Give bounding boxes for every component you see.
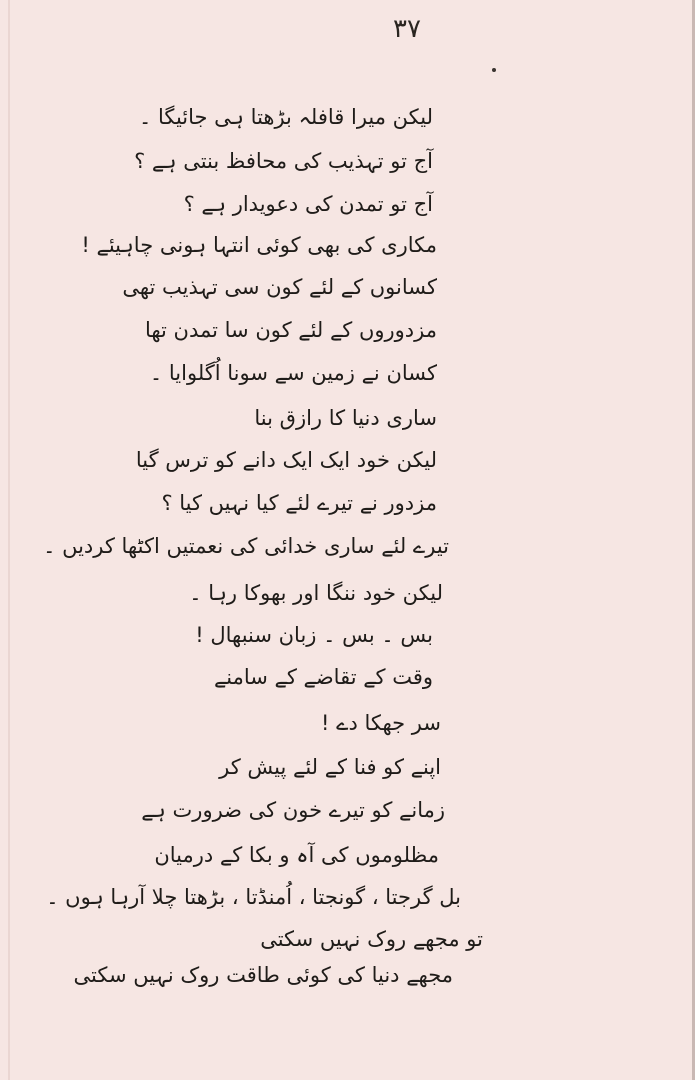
poem-line: تیرے لئے ساری خدائی کی نعمتیں اکٹھا کردیں ۔ xyxy=(43,534,449,558)
poem-line: زمانے کو تیرے خون کی ضرورت ہے xyxy=(141,798,445,822)
poem-line: بل گرجتا ، گونجتا ، اُمنڈتا ، بڑھتا چلا آرہا ہوں ۔ xyxy=(46,885,461,909)
poem-line: مجھے دنیا کی کوئی طاقت روک نہیں سکتی xyxy=(73,963,453,987)
poem-line: لیکن خود ننگا اور بھوکا رہا ۔ xyxy=(189,581,443,605)
poem-line: سر جھکا دے ! xyxy=(321,711,441,735)
poem-line: تو مجھے روک نہیں سکتی xyxy=(260,927,483,951)
page-number: ۳۷ xyxy=(393,14,421,44)
poem-line: آج تو تہذیب کی محافظ بنتی ہے ؟ xyxy=(134,149,433,173)
poem-line: بس ۔ بس ۔ زبان سنبھال ! xyxy=(195,623,433,647)
poem-line: اپنے کو فنا کے لئے پیش کر xyxy=(219,755,441,779)
poem-line: مزدوروں کے لئے کون سا تمدن تھا xyxy=(144,318,437,342)
poem-line: کسان نے زمین سے سونا اُگلوایا ۔ xyxy=(149,361,437,385)
poem-line: وقت کے تقاضے کے سامنے xyxy=(214,665,433,689)
poem-line: مظلوموں کی آہ و بکا کے درمیان xyxy=(154,843,439,867)
poem-line: ساری دنیا کا رازق بنا xyxy=(254,406,437,430)
poem-line: مکاری کی بھی کوئی انتہا ہونی چاہیئے ! xyxy=(81,233,437,257)
poem-line: مزدور نے تیرے لئے کیا نہیں کیا ؟ xyxy=(161,491,437,515)
poem-line: لیکن میرا قافلہ بڑھتا ہی جائیگا ۔ xyxy=(138,105,433,129)
poem-line: کسانوں کے لئے کون سی تہذیب تھی xyxy=(122,275,437,299)
poem-line: لیکن خود ایک ایک دانے کو ترس گیا xyxy=(135,448,437,472)
poem-line: آج تو تمدن کی دعویدار ہے ؟ xyxy=(183,192,433,216)
